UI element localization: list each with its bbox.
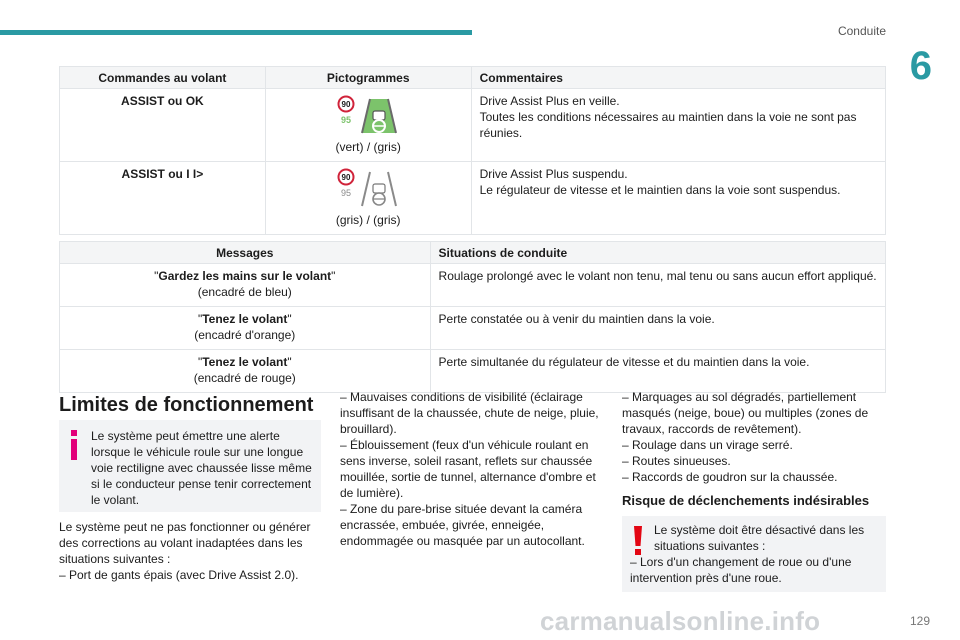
controls-table	[59, 66, 886, 235]
message-cell: "Tenez le volant" (encadré d'orange)	[60, 307, 431, 350]
chapter-number: 6	[909, 44, 932, 88]
comment-line: Drive Assist Plus suspendu.	[479, 167, 628, 181]
limits-column-3	[622, 389, 888, 485]
message-text: Gardez les mains sur le volant	[158, 269, 332, 283]
command-cell: ASSIST ou OK	[60, 89, 266, 162]
message-frame: (encadré de bleu)	[197, 285, 292, 299]
pictogram-cell	[265, 162, 471, 235]
info-box	[59, 420, 321, 512]
message-text: Tenez le volant	[202, 355, 288, 369]
list-item: – Zone du pare-brise située devant la caméra encrassée, embuée, givrée, enneigée, endommagée ou masquée par un autocollant.	[340, 502, 585, 548]
set-speed-value: 95	[341, 115, 352, 125]
drive-assist-pictogram-gray	[336, 168, 400, 208]
table-row	[60, 264, 886, 307]
lane-icon	[362, 172, 370, 206]
message-frame: (encadré d'orange)	[194, 328, 296, 342]
risk-heading: Risque de déclenchements indésirables	[622, 493, 870, 508]
pictogram-caption: (gris) / (gris)	[335, 213, 401, 227]
pictogram-cell	[265, 89, 471, 162]
section-title: Conduite	[837, 24, 886, 38]
warning-item: – Lors d'un changement de roue ou d'une intervention près d'une roue.	[630, 555, 852, 585]
column-header: Situations de conduite	[430, 242, 885, 264]
message-cell: "Tenez le volant" (encadré de rouge)	[60, 350, 431, 393]
set-speed-value: 95	[341, 188, 352, 198]
warning-text: Le système doit être désactivé dans les situations suivantes :	[654, 523, 865, 553]
table-row	[60, 89, 886, 162]
messages-table	[59, 241, 886, 393]
column-header: Messages	[60, 242, 431, 264]
table-row	[60, 307, 886, 350]
comment-line: Le régulateur de vitesse et le maintien dans la voie sont suspendus.	[479, 183, 841, 197]
warning-icon	[634, 526, 642, 556]
comment-line: Toutes les conditions nécessaires au maintien dans la voie ne sont pas réunies.	[479, 110, 857, 140]
list-item: – Raccords de goudron sur la chaussée.	[622, 470, 838, 484]
header-accent-bar	[0, 30, 472, 35]
column-header: Commandes au volant	[60, 67, 266, 89]
watermark: carmanualsonline.info	[540, 606, 821, 636]
pictogram-caption: (vert) / (gris)	[335, 140, 401, 154]
limits-column-2	[340, 389, 606, 549]
warning-box	[622, 516, 886, 592]
car-icon	[373, 184, 385, 193]
table-header-row	[60, 242, 886, 264]
list-item: – Éblouissement (feux d'un véhicule roulant en sens inverse, soleil rasant, reflets sur chaussée mouillée, sortie de tunnel, alternance d'ombre et de lumière).	[340, 438, 596, 500]
column-header: Commentaires	[471, 67, 885, 89]
table-row	[60, 162, 886, 235]
message-text: Tenez le volant	[202, 312, 288, 326]
comment-cell	[471, 162, 885, 235]
command-cell: ASSIST ou I I>	[60, 162, 266, 235]
list-item: – Marquages au sol dégradés, partiellement masqués (neige, boue) ou multiples (zones de travaux, raccords de revêtement).	[622, 390, 869, 436]
message-cell: "Gardez les mains sur le volant" (encadré de bleu)	[60, 264, 431, 307]
comment-line: Drive Assist Plus en veille.	[479, 94, 620, 108]
speed-limit-value: 90	[341, 173, 351, 182]
info-text: Le système peut émettre une alerte lorsque le véhicule roule sur une longue voie rectiligne avec chaussée lisse même si le conducteur pense tenir correctement le volant.	[91, 429, 312, 507]
list-item: – Roulage dans un virage serré.	[622, 438, 793, 452]
table-row	[60, 350, 886, 393]
list-item: – Routes sinueuses.	[622, 454, 731, 468]
car-icon	[373, 111, 385, 120]
page-number: 129	[909, 614, 930, 628]
situation-cell: Roulage prolongé avec le volant non tenu, mal tenu ou sans aucun effort appliqué.	[430, 264, 885, 307]
message-frame: (encadré de rouge)	[193, 371, 296, 385]
comment-cell	[471, 89, 885, 162]
column-header: Pictogrammes	[265, 67, 471, 89]
limits-intro: Le système peut ne pas fonctionner ou générer des corrections au volant inadaptées dans les situations suivantes : – Port de gants épais (avec Drive Assist 2.0).	[59, 519, 321, 583]
info-icon	[71, 430, 77, 460]
speed-limit-value: 90	[341, 100, 351, 109]
drive-assist-pictogram-green	[336, 95, 400, 135]
situation-cell: Perte simultanée du régulateur de vitesse et du maintien dans la voie.	[430, 350, 885, 393]
list-item: – Port de gants épais (avec Drive Assist 2.0).	[59, 568, 299, 582]
table-header-row	[60, 67, 886, 89]
list-item: – Mauvaises conditions de visibilité (éclairage insuffisant de la chaussée, chute de neige, pluie, brouillard).	[340, 390, 599, 436]
section-heading: Limites de fonctionnement	[59, 394, 314, 416]
situation-cell: Perte constatée ou à venir du maintien dans la voie.	[430, 307, 885, 350]
